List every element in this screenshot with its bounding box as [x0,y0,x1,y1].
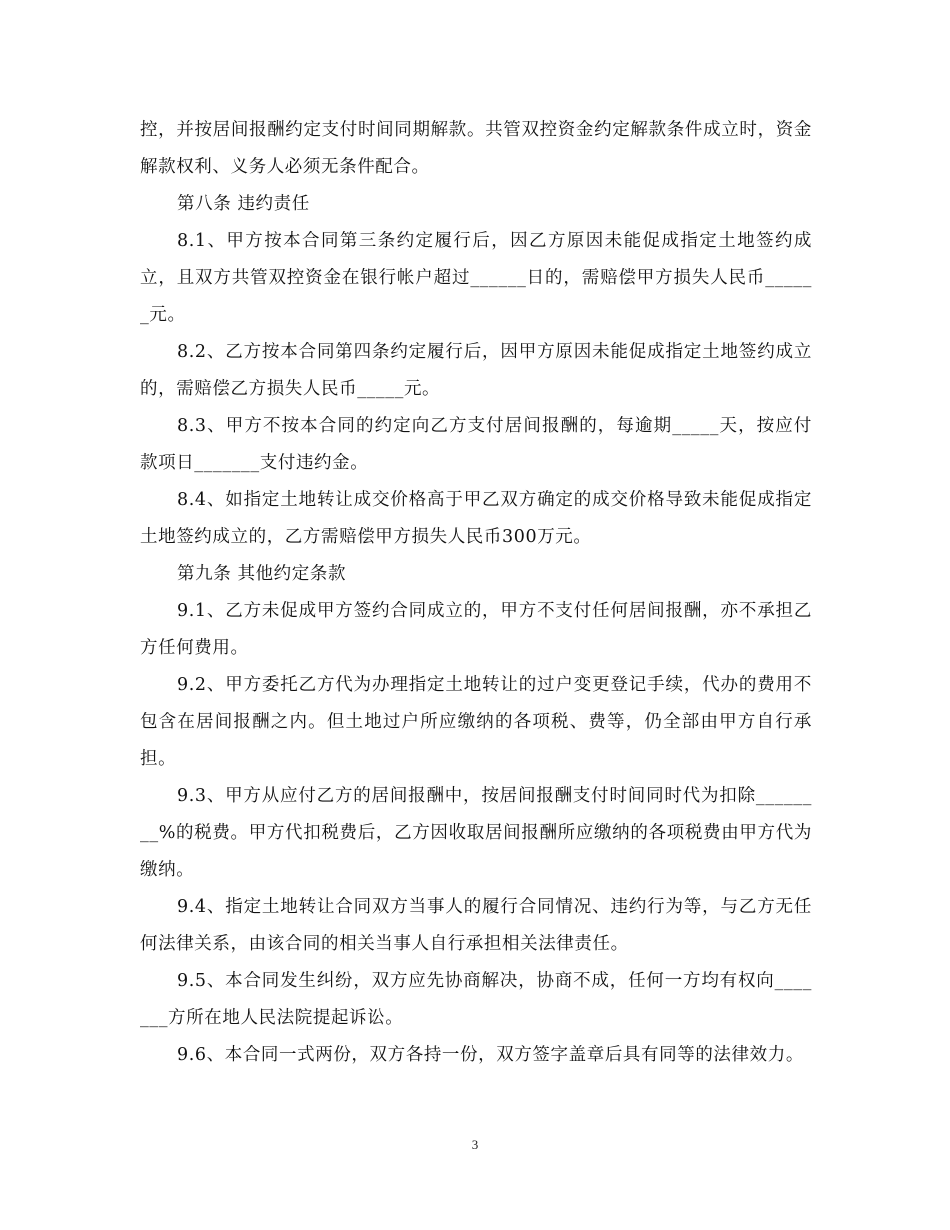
clause-8-3: 8.3、甲方不按本合同的约定向乙方支付居间报酬的，每逾期_____天，按应付款项日_______支付违约金。 [140,416,812,473]
clause-9-1: 9.1、乙方未促成甲方签约合同成立的，甲方不支付任何居间报酬，亦不承担乙方任何费用。 [140,601,812,658]
section-heading-article-9: 第九条 其他约定条款 [177,564,347,584]
paragraph-continuation: 控，并按居间报酬约定支付时间同期解款。共管双控资金约定解款条件成立时，资金解款权利、义务人必须无条件配合。 [140,120,812,177]
clause-9-5: 9.5、本合同发生纠纷，双方应先协商解决，协商不成，任何一方均有权向_______方所在地人民法院提起诉讼。 [140,971,812,1028]
document-body [140,112,812,1074]
clause-8-2: 8.2、乙方按本合同第四条约定履行后，因甲方原因未能促成指定土地签约成立的，需赔偿乙方损失人民币_____元。 [140,342,812,399]
clause-9-2: 9.2、甲方委托乙方代为办理指定土地转让的过户变更登记手续，代办的费用不包含在居间报酬之内。但土地过户所应缴纳的各项税、费等，仍全部由甲方自行承担。 [140,675,812,769]
clause-8-1: 8.1、甲方按本合同第三条约定履行后，因乙方原因未能促成指定土地签约成立，且双方共管双控资金在银行帐户超过______日的，需赔偿甲方损失人民币______元。 [140,231,812,325]
clause-9-6: 9.6、本合同一式两份，双方各持一份，双方签字盖章后具有同等的法律效力。 [177,1045,804,1065]
section-heading-article-8: 第八条 违约责任 [177,194,310,214]
page-number: 3 [471,1137,479,1152]
clause-8-4: 8.4、如指定土地转让成交价格高于甲乙双方确定的成交价格导致未能促成指定土地签约成立的，乙方需赔偿甲方损失人民币300万元。 [140,490,812,547]
clause-9-3: 9.3、甲方从应付乙方的居间报酬中，按居间报酬支付时间同时代为扣除________%的税费。甲方代扣税费后，乙方因收取居间报酬所应缴纳的各项税费由甲方代为缴纳。 [140,786,812,880]
clause-9-4: 9.4、指定土地转让合同双方当事人的履行合同情况、违约行为等，与乙方无任何法律关系，由该合同的相关当事人自行承担相关法律责任。 [140,897,812,954]
